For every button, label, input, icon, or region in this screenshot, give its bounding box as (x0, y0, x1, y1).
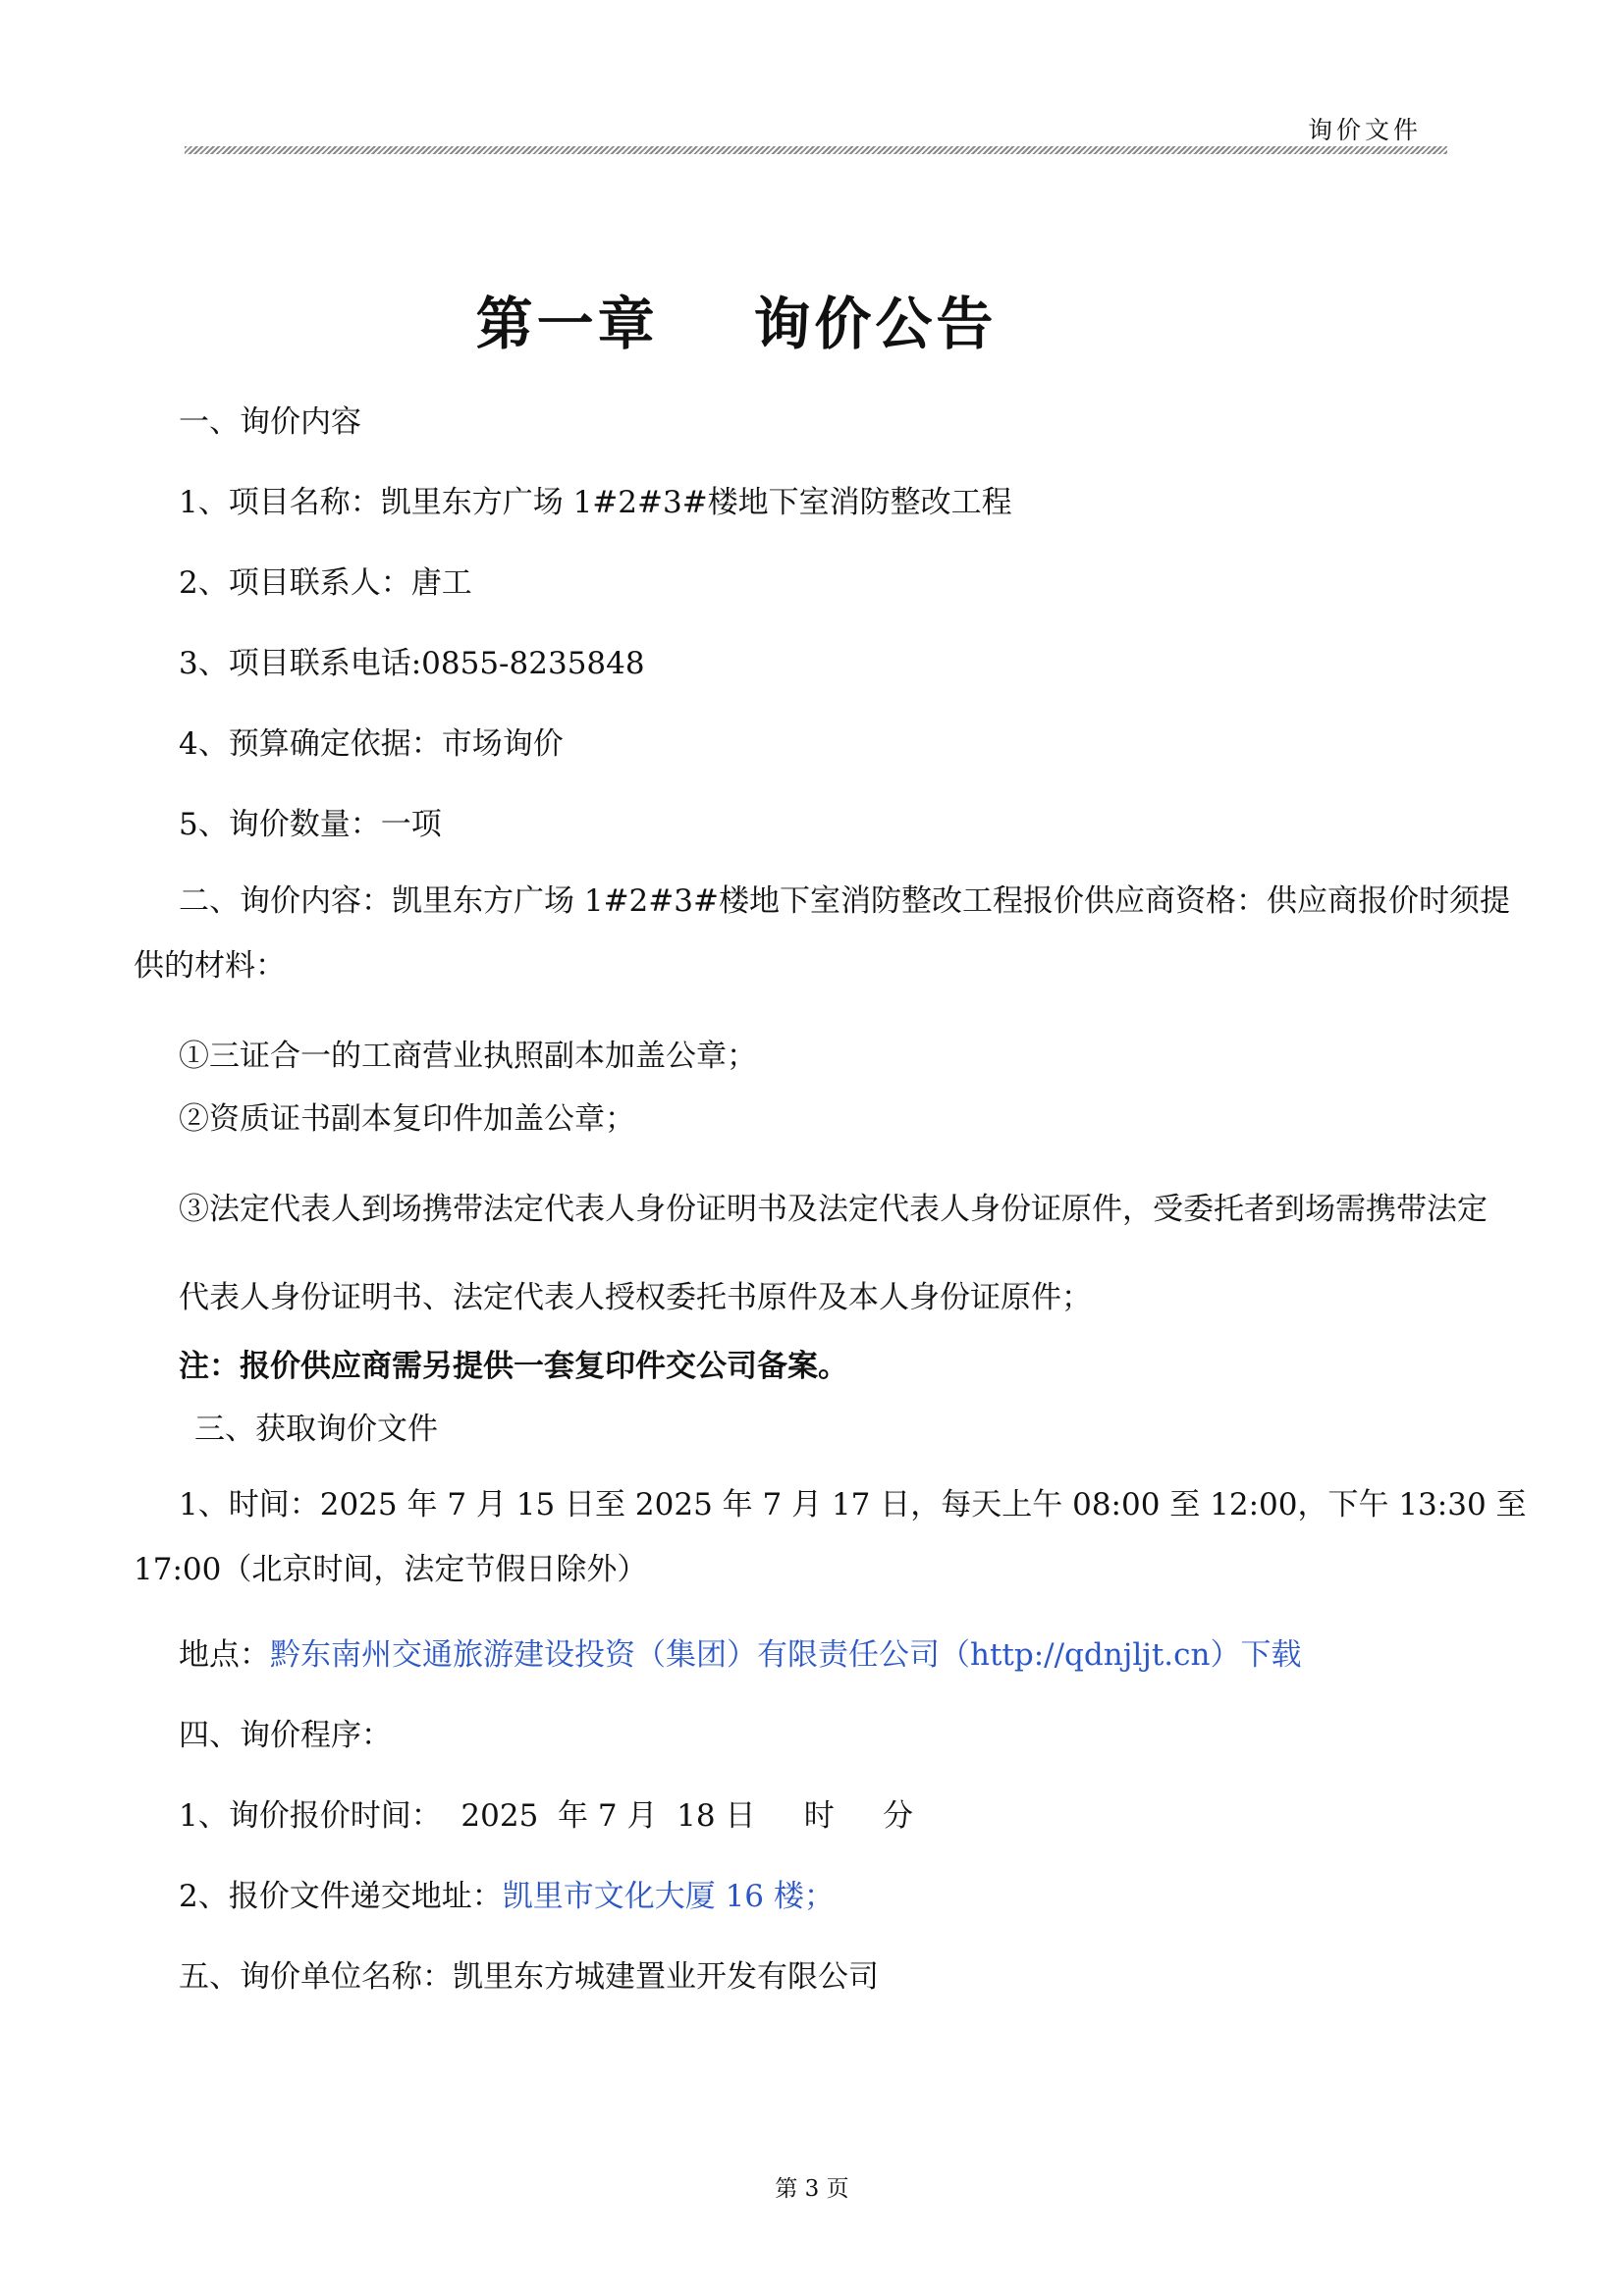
section4-heading: 四、询价程序： (179, 1718, 392, 1753)
section2-paragraph: 二、询价内容：凯里东方广场 1#2#3#楼地下室消防整改工程报价供应商资格：供应商报价时须提供的材料： (134, 883, 1510, 984)
material-item-continued: 代表人身份证明书、法定代表人授权委托书原件及本人身份证原件； (179, 1280, 1092, 1315)
inquiry-quantity: 5、询价数量：一项 (179, 807, 442, 842)
budget-basis: 4、预算确定依据：市场询价 (179, 726, 564, 762)
acquisition-time: 1、时间：2025 年 7 月 15 日至 2025 年 7 月 17 日，每天上午 08:00 至 12:00，下午 13:30 至 17:00（北京时间，法定节假日除外） (134, 1487, 1527, 1587)
inquiry-unit: 五、询价单位名称：凯里东方城建置业开发有限公司 (179, 1959, 879, 1995)
project-contact: 2、项目联系人：唐工 (179, 565, 472, 601)
page-number: 第 3 页 (775, 2176, 849, 2202)
note: 注：报价供应商需另提供一套复印件交公司备案。 (179, 1349, 848, 1384)
location-label: 地点： (179, 1637, 270, 1673)
material-item: ①三证合一的工商营业执照副本加盖公章； (179, 1039, 757, 1074)
project-name: 1、项目名称：凯里东方广场 1#2#3#楼地下室消防整改工程 (179, 485, 1012, 520)
project-phone: 3、项目联系电话:0855-8235848 (179, 646, 645, 681)
header-rule (185, 146, 1447, 154)
address-label: 2、报价文件递交地址： (179, 1879, 503, 1914)
section1-heading: 一、询价内容 (179, 404, 361, 440)
address-value: 凯里市文化大厦 16 楼； (502, 1879, 835, 1914)
quotation-time: 1、询价报价时间： 2025 年 7 月 18 日 时 分 (179, 1798, 914, 1834)
section3-heading: 三、获取询价文件 (194, 1412, 438, 1447)
material-item: ③法定代表人到场携带法定代表人身份证明书及法定代表人身份证原件，受委托者到场需携带法定 (179, 1192, 1488, 1227)
acquisition-location (179, 1629, 1302, 1674)
location-link[interactable]: 黔东南州交通旅游建设投资（集团）有限责任公司（http://qdnjljt.cn）下载 (270, 1637, 1302, 1673)
material-item: ②资质证书副本复印件加盖公章； (179, 1101, 635, 1137)
header-label: 询价文件 (1307, 116, 1422, 144)
submission-address (179, 1871, 835, 1915)
chapter-title: 第一章 询价公告 (475, 291, 998, 357)
